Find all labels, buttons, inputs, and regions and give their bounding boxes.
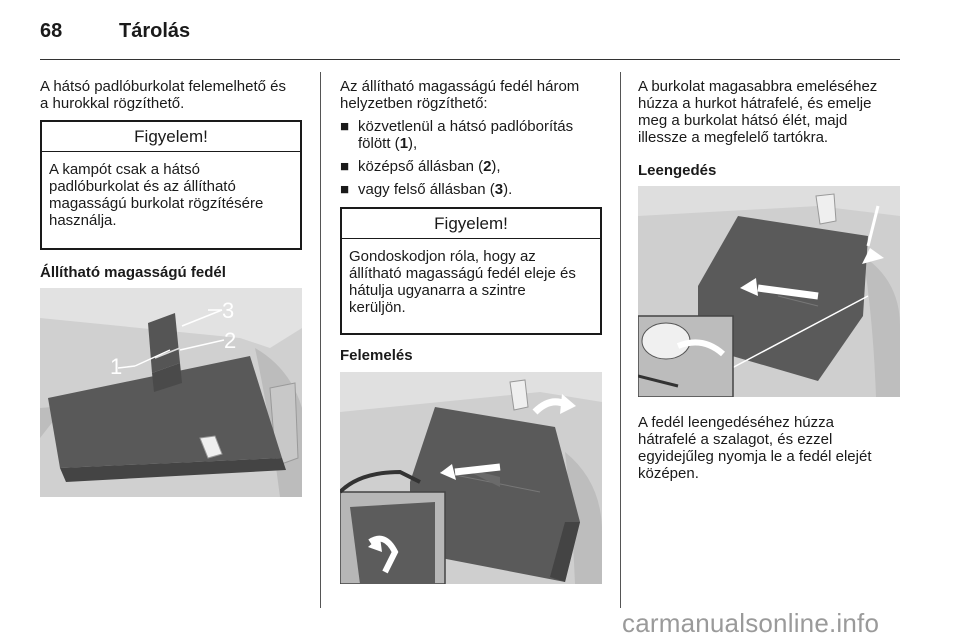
body-line: A fedél leengedéséhez húzza — [638, 414, 834, 431]
notice-line: kerüljön. — [349, 299, 406, 316]
notice-line: padlóburkolat és az állítható — [49, 178, 236, 195]
list-item-text: fölött (1), — [358, 135, 418, 152]
chapter-title: Tárolás — [119, 20, 191, 42]
raising-figure — [340, 372, 602, 584]
column-3-after — [638, 414, 900, 482]
notice-line: használja. — [49, 212, 117, 229]
notice-line: hátulja ugyanarra a szintre — [349, 282, 526, 299]
list-item-text: vagy felső állásban (3). — [358, 181, 513, 198]
column-1 — [40, 78, 302, 281]
notice-line: A kampót csak a hátsó — [49, 161, 200, 178]
watermark: carmanualsonline.info — [622, 608, 880, 638]
lowering-figure — [638, 186, 900, 397]
notice-line: magasságú burkolat rögzítésére — [49, 195, 264, 212]
intro-line: meg a burkolat hátsó élét, majd — [638, 112, 848, 129]
intro-line: illessze a megfelelő tartókra. — [638, 129, 829, 146]
intro-line: a hurokkal rögzíthető. — [40, 95, 185, 112]
page-number: 68 — [40, 20, 63, 42]
intro-line: A hátsó padlóburkolat felemelhető és — [40, 78, 286, 95]
column-divider — [320, 72, 321, 608]
section-heading: Állítható magasságú fedél — [40, 264, 226, 281]
position-list — [340, 118, 602, 198]
notice-body — [342, 239, 600, 324]
header-rule — [40, 59, 900, 60]
list-item — [340, 118, 602, 152]
column-divider — [620, 72, 621, 608]
bullet-icon: ■ — [340, 158, 350, 175]
list-item-text: középső állásban (2), — [358, 158, 501, 175]
intro-line: helyzetben rögzíthető: — [340, 95, 488, 112]
body-line: középen. — [638, 465, 699, 482]
notice-line: Gondoskodjon róla, hogy az — [349, 248, 536, 265]
notice-box — [40, 120, 302, 250]
callout-1: 1 — [110, 354, 123, 379]
bullet-icon: ■ — [340, 181, 350, 198]
list-item — [340, 158, 602, 175]
intro-line: húzza a hurkot hátrafelé, és emelje — [638, 95, 872, 112]
column-2 — [340, 78, 602, 364]
cargo-cover-figure — [40, 288, 302, 497]
intro-line: Az állítható magasságú fedél három — [340, 78, 580, 95]
notice-line: állítható magasságú fedél eleje és — [349, 265, 576, 282]
intro-line: A burkolat magasabbra emeléséhez — [638, 78, 878, 95]
notice-box — [340, 207, 602, 335]
list-item-text: közvetlenül a hátsó padlóborítás — [358, 118, 574, 135]
body-line: hátrafelé a szalagot, és ezzel — [638, 431, 833, 448]
callout-2: 2 — [224, 328, 237, 353]
section-heading: Felemelés — [340, 347, 413, 364]
callout-3: 3 — [222, 298, 235, 323]
list-item — [340, 181, 602, 198]
notice-body — [42, 152, 300, 237]
body-line: egyidejűleg nyomja le a fedél elejét — [638, 448, 872, 465]
bullet-icon: ■ — [340, 118, 350, 135]
column-3 — [638, 78, 900, 179]
notice-title: Figyelem! — [342, 209, 600, 239]
notice-title: Figyelem! — [42, 122, 300, 152]
section-heading: Leengedés — [638, 162, 717, 179]
